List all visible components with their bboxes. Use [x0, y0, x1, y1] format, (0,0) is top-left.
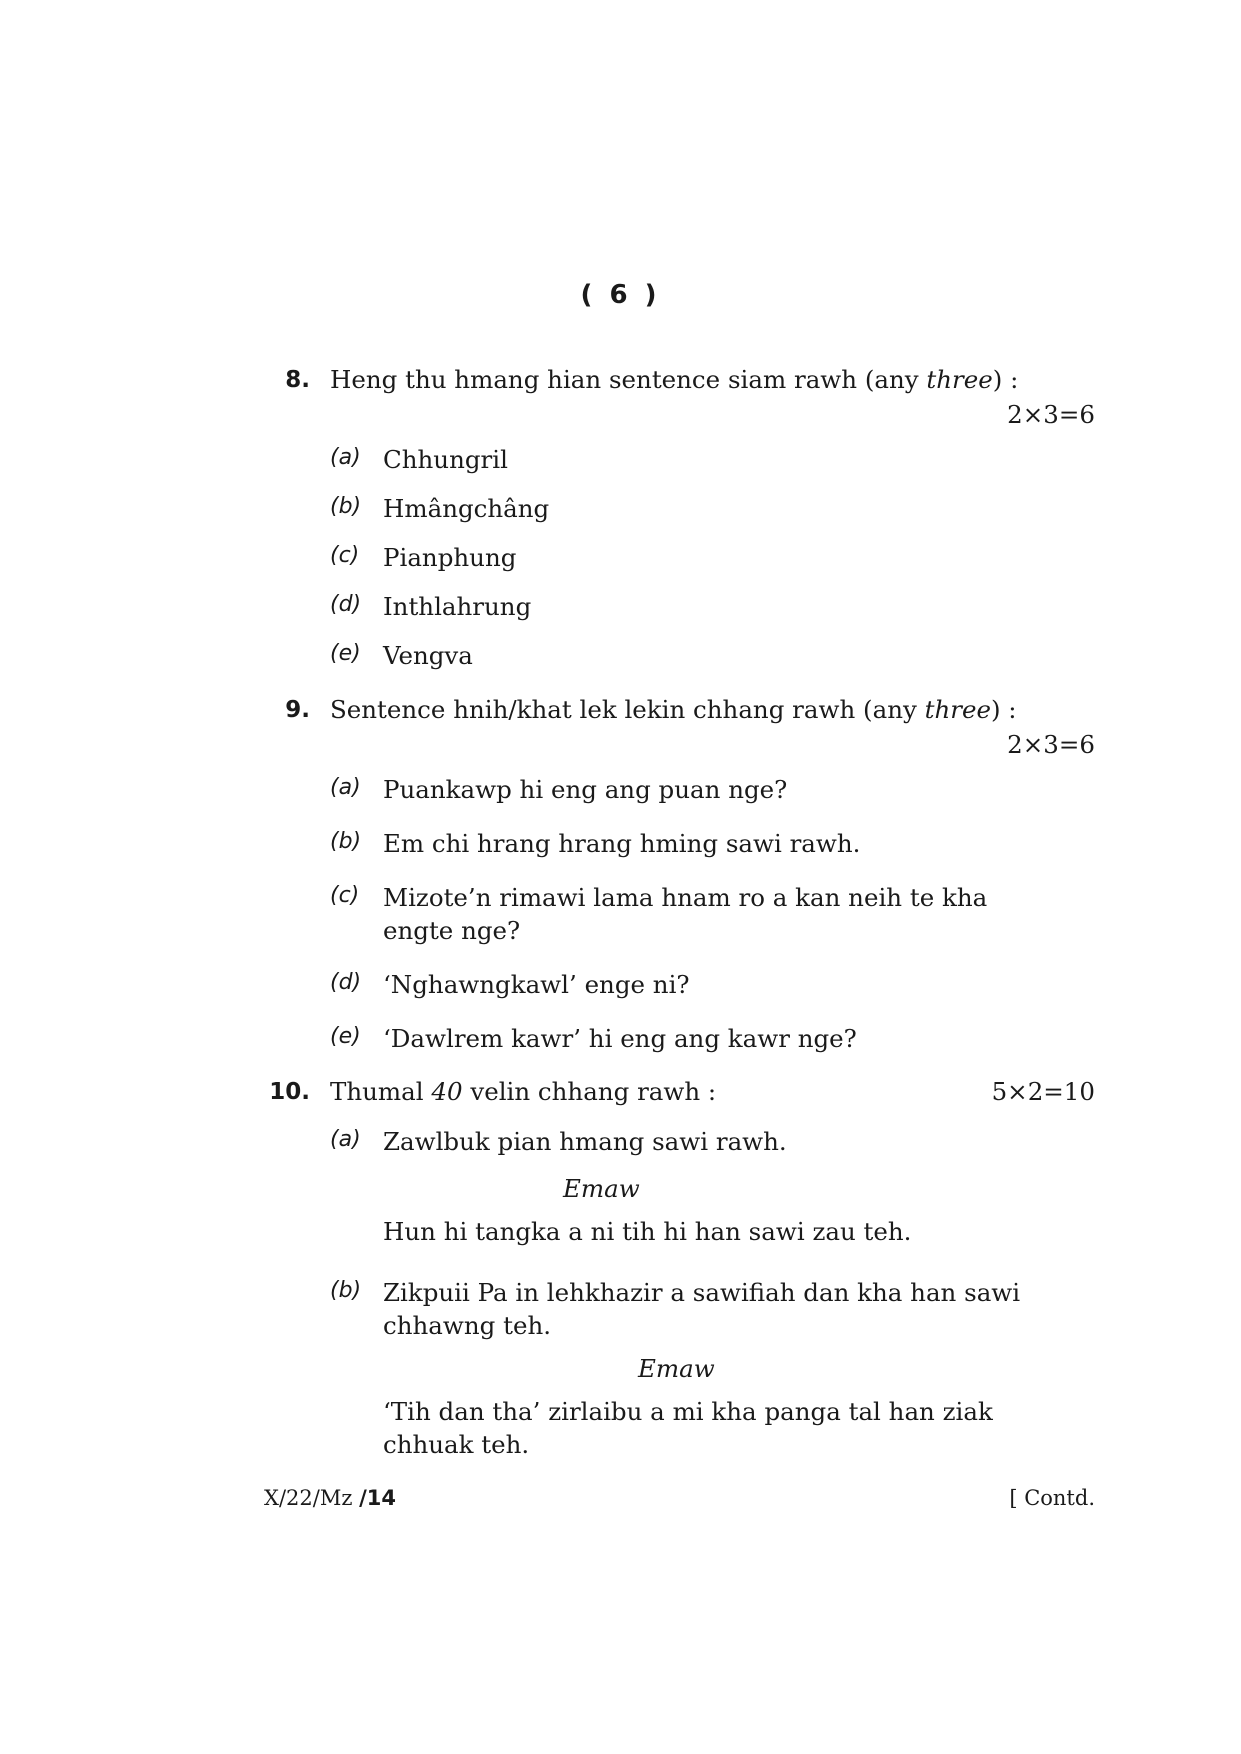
question-9: [260, 695, 1095, 1055]
footer-contd: [ Contd.: [1009, 1486, 1095, 1510]
question-text: Thumal 40 velin chhang rawh :: [330, 1077, 717, 1106]
option-e: (e) Vengva: [330, 641, 473, 670]
option-d: (d) ‘Nghawngkawl’ enge ni?: [330, 970, 690, 999]
example-text: ‘Tih dan tha’ zirlaibu a mi kha panga tal han ziak chhuak teh.: [383, 1397, 993, 1459]
question-marks: 2×3=6: [1007, 730, 1095, 759]
question-10: [260, 1077, 1095, 1461]
footer-code: X/22/Mz /14: [264, 1486, 396, 1510]
option-d: (d) Inthlahrung: [330, 592, 532, 621]
question-number: 10.: [269, 1079, 310, 1105]
option-c: (c) Mizote’n rimawi lama hnam ro a kan neih te kha engte nge?: [330, 883, 988, 945]
example-label: Emaw: [638, 1354, 715, 1383]
page-number: ( 6 ): [580, 280, 661, 310]
example-text: Hun hi tangka a ni tih hi han sawi zau teh.: [383, 1217, 912, 1246]
question-number: 9.: [285, 697, 310, 723]
example-label: Emaw: [563, 1174, 640, 1203]
option-b: (b) Hmângchâng: [330, 494, 550, 523]
question-8: [260, 365, 1095, 672]
question-text: Sentence hnih/khat lek lekin chhang rawh (any three) :: [330, 695, 1017, 724]
option-b: (b) Zikpuii Pa in lehkhazir a sawifiah dan kha han sawi chhawng teh.: [330, 1278, 1021, 1340]
question-number: 8.: [285, 367, 310, 393]
option-a: (a) Puankawp hi eng ang puan nge?: [330, 775, 788, 804]
question-marks: 5×2=10: [991, 1077, 1095, 1106]
option-a: (a) Chhungril: [330, 445, 508, 474]
option-b: (b) Em chi hrang hrang hming sawi rawh.: [330, 829, 861, 858]
option-a: (a) Zawlbuk pian hmang sawi rawh.: [330, 1127, 787, 1156]
question-text: Heng thu hmang hian sentence siam rawh (any three) :: [330, 365, 1019, 394]
question-marks: 2×3=6: [1007, 400, 1095, 429]
option-c: (c) Pianphung: [330, 543, 517, 572]
option-e: (e) ‘Dawlrem kawr’ hi eng ang kawr nge?: [330, 1024, 857, 1053]
